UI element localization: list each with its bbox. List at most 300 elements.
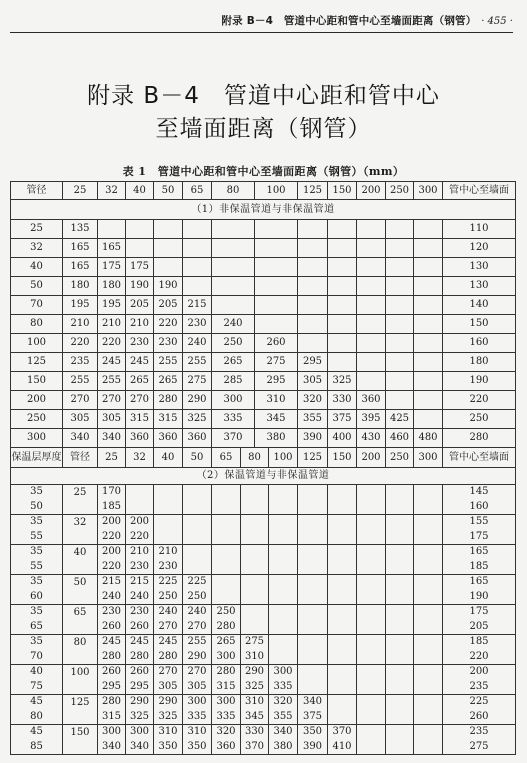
spacing-value-cell: 310 xyxy=(183,725,212,740)
empty-cell xyxy=(328,620,357,635)
table-row xyxy=(11,665,516,680)
insulation-thickness-cell: 50 xyxy=(11,500,63,515)
spacing-value-cell: 325 xyxy=(241,680,269,695)
empty-cell xyxy=(328,665,357,680)
column-header: 管中心至墙面 xyxy=(443,448,516,468)
empty-cell xyxy=(414,635,443,650)
spacing-value-cell: 260 xyxy=(98,620,126,635)
empty-cell xyxy=(241,560,269,575)
empty-cell xyxy=(357,635,386,650)
empty-cell xyxy=(298,635,328,650)
table-row xyxy=(11,353,516,372)
empty-cell xyxy=(328,650,357,665)
spacing-value-cell: 235 xyxy=(63,353,98,372)
wall-distance-cell: 280 xyxy=(443,429,516,448)
spacing-value-cell: 350 xyxy=(298,725,328,740)
table-row xyxy=(11,258,516,277)
spacing-value-cell: 200 xyxy=(126,515,154,530)
empty-cell xyxy=(328,605,357,620)
table-row xyxy=(11,315,516,334)
insulation-thickness-cell: 40 xyxy=(11,665,63,680)
empty-cell xyxy=(212,296,255,315)
spacing-value-cell: 345 xyxy=(241,710,269,725)
spacing-value-cell: 190 xyxy=(126,277,154,296)
spacing-value-cell: 315 xyxy=(98,710,126,725)
empty-cell xyxy=(414,372,443,391)
empty-cell xyxy=(414,590,443,605)
column-header: 250 xyxy=(386,182,414,200)
spacing-value-cell: 355 xyxy=(269,710,298,725)
insulation-thickness-cell: 75 xyxy=(11,680,63,695)
spacing-value-cell: 335 xyxy=(269,680,298,695)
table-row xyxy=(11,277,516,296)
running-header-title: 附录 B－4 管道中心距和管中心至墙面距离（钢管） xyxy=(221,15,472,27)
spacing-value-cell: 315 xyxy=(154,410,183,429)
spacing-value-cell: 280 xyxy=(98,695,126,710)
empty-cell xyxy=(328,315,357,334)
pipe-size-cell: 40 xyxy=(63,545,98,575)
spacing-value-cell: 340 xyxy=(298,695,328,710)
pipe-size-cell: 250 xyxy=(11,410,63,429)
empty-cell xyxy=(126,485,154,500)
empty-cell xyxy=(386,500,414,515)
empty-cell xyxy=(414,391,443,410)
wall-distance-cell: 110 xyxy=(443,220,516,239)
header-row xyxy=(11,448,516,468)
wall-distance-cell: 165 xyxy=(443,545,516,560)
spacing-value-cell: 305 xyxy=(298,372,328,391)
spacing-value-cell: 240 xyxy=(154,605,183,620)
spacing-value-cell: 355 xyxy=(298,410,328,429)
spacing-value-cell: 345 xyxy=(255,410,298,429)
pipe-size-cell: 100 xyxy=(63,665,98,695)
wall-distance-cell: 275 xyxy=(443,740,516,755)
empty-cell xyxy=(414,665,443,680)
insulation-thickness-cell: 35 xyxy=(11,635,63,650)
empty-cell xyxy=(386,575,414,590)
empty-cell xyxy=(328,680,357,695)
empty-cell xyxy=(386,710,414,725)
spacing-value-cell: 295 xyxy=(98,680,126,695)
wall-distance-cell: 140 xyxy=(443,296,516,315)
wall-distance-cell: 205 xyxy=(443,620,516,635)
column-header: 300 xyxy=(414,182,443,200)
spacing-value-cell: 340 xyxy=(269,725,298,740)
spacing-value-cell: 305 xyxy=(98,410,126,429)
empty-cell xyxy=(298,590,328,605)
spacing-value-cell: 340 xyxy=(98,429,126,448)
spacing-value-cell: 335 xyxy=(212,410,255,429)
empty-cell xyxy=(414,220,443,239)
empty-cell xyxy=(414,545,443,560)
column-header: 保温层厚度 xyxy=(11,448,63,468)
empty-cell xyxy=(154,515,183,530)
spacing-value-cell: 275 xyxy=(255,353,298,372)
spacing-value-cell: 360 xyxy=(126,429,154,448)
spacing-value-cell: 260 xyxy=(126,620,154,635)
empty-cell xyxy=(269,515,298,530)
table-body xyxy=(11,485,516,755)
empty-cell xyxy=(212,239,255,258)
spacing-value-cell: 430 xyxy=(357,429,386,448)
wall-distance-cell: 220 xyxy=(443,391,516,410)
column-header: 25 xyxy=(63,182,98,200)
wall-distance-cell: 130 xyxy=(443,258,516,277)
empty-cell xyxy=(154,530,183,545)
spacing-value-cell: 220 xyxy=(98,334,126,353)
pipe-size-cell: 25 xyxy=(63,485,98,515)
insulation-thickness-cell: 35 xyxy=(11,545,63,560)
spacing-value-cell: 270 xyxy=(98,391,126,410)
page-title-line-2: 至墙面距离（钢管） xyxy=(155,116,372,142)
column-header: 80 xyxy=(241,448,269,468)
spacing-value-cell: 170 xyxy=(98,485,126,500)
pipe-size-cell: 125 xyxy=(11,353,63,372)
spacing-value-cell: 215 xyxy=(98,575,126,590)
empty-cell xyxy=(328,695,357,710)
empty-cell xyxy=(298,620,328,635)
column-header: 管中心至墙面 xyxy=(443,182,516,200)
column-header: 32 xyxy=(98,182,126,200)
wall-distance-cell: 220 xyxy=(443,650,516,665)
spacing-value-cell: 310 xyxy=(255,391,298,410)
pipe-size-cell: 65 xyxy=(63,605,98,635)
pipe-size-cell: 200 xyxy=(11,391,63,410)
spacing-value-cell: 290 xyxy=(183,391,212,410)
empty-cell xyxy=(328,334,357,353)
wall-distance-cell: 150 xyxy=(443,315,516,334)
pipe-size-cell: 32 xyxy=(11,239,63,258)
empty-cell xyxy=(328,220,357,239)
spacing-value-cell: 360 xyxy=(183,429,212,448)
spacing-value-cell: 215 xyxy=(183,296,212,315)
spacing-value-cell: 315 xyxy=(212,680,241,695)
empty-cell xyxy=(414,620,443,635)
empty-cell xyxy=(212,575,241,590)
empty-cell xyxy=(357,485,386,500)
spacing-value-cell: 270 xyxy=(183,620,212,635)
wall-distance-cell: 120 xyxy=(443,239,516,258)
spacing-value-cell: 255 xyxy=(98,372,126,391)
column-header: 管径 xyxy=(11,182,63,200)
spacing-value-cell: 375 xyxy=(328,410,357,429)
wall-distance-cell: 185 xyxy=(443,635,516,650)
spacing-value-cell: 210 xyxy=(126,545,154,560)
empty-cell xyxy=(269,605,298,620)
empty-cell xyxy=(386,695,414,710)
spacing-value-cell: 305 xyxy=(154,680,183,695)
spacing-value-cell: 195 xyxy=(98,296,126,315)
empty-cell xyxy=(212,258,255,277)
spacing-value-cell: 225 xyxy=(154,575,183,590)
insulation-thickness-cell: 45 xyxy=(11,725,63,740)
spacing-value-cell: 300 xyxy=(183,695,212,710)
empty-cell xyxy=(357,590,386,605)
empty-cell xyxy=(241,530,269,545)
insulation-thickness-cell: 35 xyxy=(11,575,63,590)
spacing-value-cell: 290 xyxy=(183,650,212,665)
wall-distance-cell: 145 xyxy=(443,485,516,500)
column-header: 125 xyxy=(298,182,328,200)
header-row xyxy=(11,182,516,200)
empty-cell xyxy=(298,258,328,277)
spacing-value-cell: 240 xyxy=(183,334,212,353)
wall-distance-cell: 190 xyxy=(443,590,516,605)
empty-cell xyxy=(328,296,357,315)
empty-cell xyxy=(357,500,386,515)
empty-cell xyxy=(357,277,386,296)
spacing-value-cell: 220 xyxy=(126,530,154,545)
spacing-value-cell: 255 xyxy=(63,372,98,391)
spacing-value-cell: 480 xyxy=(414,429,443,448)
empty-cell xyxy=(386,220,414,239)
empty-cell xyxy=(183,560,212,575)
empty-cell xyxy=(386,530,414,545)
column-header: 32 xyxy=(126,448,154,468)
spacing-value-cell: 310 xyxy=(154,725,183,740)
spacing-value-cell: 250 xyxy=(212,334,255,353)
spacing-value-cell: 210 xyxy=(154,545,183,560)
spacing-value-cell: 340 xyxy=(126,740,154,755)
spacing-value-cell: 265 xyxy=(212,353,255,372)
empty-cell xyxy=(357,530,386,545)
spacing-value-cell: 270 xyxy=(154,665,183,680)
spacing-value-cell: 300 xyxy=(269,665,298,680)
empty-cell xyxy=(357,258,386,277)
empty-cell xyxy=(183,220,212,239)
insulation-thickness-cell: 60 xyxy=(11,590,63,605)
page-title xyxy=(0,80,527,146)
spacing-value-cell: 230 xyxy=(183,315,212,334)
empty-cell xyxy=(183,515,212,530)
spacing-value-cell: 320 xyxy=(298,391,328,410)
spacing-value-cell: 360 xyxy=(212,740,241,755)
spacing-value-cell: 295 xyxy=(126,680,154,695)
empty-cell xyxy=(414,315,443,334)
empty-cell xyxy=(241,575,269,590)
empty-cell xyxy=(357,740,386,755)
empty-cell xyxy=(386,665,414,680)
empty-cell xyxy=(126,239,154,258)
empty-cell xyxy=(357,695,386,710)
table-row xyxy=(11,605,516,620)
pipe-spacing-table xyxy=(10,181,515,755)
empty-cell xyxy=(328,575,357,590)
empty-cell xyxy=(298,485,328,500)
spacing-value-cell: 200 xyxy=(98,545,126,560)
spacing-value-cell: 300 xyxy=(126,725,154,740)
spacing-value-cell: 230 xyxy=(154,560,183,575)
empty-cell xyxy=(255,296,298,315)
spacing-value-cell: 335 xyxy=(183,710,212,725)
empty-cell xyxy=(183,485,212,500)
wall-distance-cell: 235 xyxy=(443,725,516,740)
empty-cell xyxy=(386,372,414,391)
empty-cell xyxy=(212,485,241,500)
empty-cell xyxy=(298,575,328,590)
empty-cell xyxy=(386,605,414,620)
spacing-value-cell: 270 xyxy=(154,620,183,635)
pipe-size-cell: 25 xyxy=(11,220,63,239)
empty-cell xyxy=(269,620,298,635)
spacing-value-cell: 230 xyxy=(126,560,154,575)
empty-cell xyxy=(298,605,328,620)
empty-cell xyxy=(212,220,255,239)
empty-cell xyxy=(328,239,357,258)
empty-cell xyxy=(183,500,212,515)
spacing-value-cell: 230 xyxy=(126,605,154,620)
spacing-value-cell: 370 xyxy=(241,740,269,755)
empty-cell xyxy=(414,515,443,530)
empty-cell xyxy=(212,590,241,605)
empty-cell xyxy=(183,258,212,277)
empty-cell xyxy=(357,725,386,740)
empty-cell xyxy=(357,665,386,680)
spacing-value-cell: 240 xyxy=(126,590,154,605)
spacing-value-cell: 360 xyxy=(357,391,386,410)
pipe-size-cell: 100 xyxy=(11,334,63,353)
empty-cell xyxy=(328,530,357,545)
empty-cell xyxy=(298,530,328,545)
spacing-value-cell: 290 xyxy=(126,695,154,710)
spacing-value-cell: 200 xyxy=(98,515,126,530)
empty-cell xyxy=(255,239,298,258)
spacing-value-cell: 320 xyxy=(212,725,241,740)
empty-cell xyxy=(357,560,386,575)
empty-cell xyxy=(414,650,443,665)
empty-cell xyxy=(357,296,386,315)
empty-cell xyxy=(298,239,328,258)
empty-cell xyxy=(357,620,386,635)
table-row xyxy=(11,695,516,710)
pipe-size-cell: 300 xyxy=(11,429,63,448)
empty-cell xyxy=(298,500,328,515)
empty-cell xyxy=(414,560,443,575)
table-row xyxy=(11,635,516,650)
empty-cell xyxy=(269,500,298,515)
spacing-value-cell: 190 xyxy=(154,277,183,296)
column-header: 65 xyxy=(212,448,241,468)
spacing-value-cell: 390 xyxy=(298,740,328,755)
empty-cell xyxy=(298,220,328,239)
empty-cell xyxy=(126,220,154,239)
empty-cell xyxy=(212,530,241,545)
spacing-value-cell: 410 xyxy=(328,740,357,755)
spacing-value-cell: 220 xyxy=(98,560,126,575)
spacing-value-cell: 280 xyxy=(212,620,241,635)
spacing-value-cell: 270 xyxy=(183,665,212,680)
spacing-value-cell: 230 xyxy=(126,334,154,353)
wall-distance-cell: 160 xyxy=(443,334,516,353)
column-header: 200 xyxy=(357,448,386,468)
spacing-value-cell: 280 xyxy=(212,665,241,680)
empty-cell xyxy=(241,545,269,560)
spacing-value-cell: 275 xyxy=(183,372,212,391)
table-row xyxy=(11,429,516,448)
spacing-value-cell: 280 xyxy=(98,650,126,665)
spacing-value-cell: 230 xyxy=(98,605,126,620)
empty-cell xyxy=(414,575,443,590)
empty-cell xyxy=(298,334,328,353)
spacing-value-cell: 220 xyxy=(98,530,126,545)
spacing-value-cell: 460 xyxy=(386,429,414,448)
empty-cell xyxy=(298,315,328,334)
empty-cell xyxy=(298,665,328,680)
spacing-value-cell: 380 xyxy=(269,740,298,755)
empty-cell xyxy=(357,372,386,391)
empty-cell xyxy=(298,515,328,530)
empty-cell xyxy=(154,220,183,239)
spacing-value-cell: 260 xyxy=(126,665,154,680)
empty-cell xyxy=(269,560,298,575)
spacing-value-cell: 330 xyxy=(241,725,269,740)
spacing-value-cell: 370 xyxy=(212,429,255,448)
empty-cell xyxy=(212,277,255,296)
empty-cell xyxy=(357,575,386,590)
spacing-value-cell: 240 xyxy=(183,605,212,620)
pipe-size-cell: 125 xyxy=(63,695,98,725)
uninsulated-pipe-table xyxy=(10,181,516,448)
insulated-pipe-table xyxy=(10,447,516,755)
table-row xyxy=(11,575,516,590)
empty-cell xyxy=(386,315,414,334)
spacing-value-cell: 175 xyxy=(126,258,154,277)
column-header: 300 xyxy=(414,448,443,468)
empty-cell xyxy=(414,725,443,740)
empty-cell xyxy=(328,545,357,560)
spacing-value-cell: 325 xyxy=(183,410,212,429)
empty-cell xyxy=(298,650,328,665)
empty-cell xyxy=(357,650,386,665)
empty-cell xyxy=(357,680,386,695)
table-row xyxy=(11,410,516,429)
empty-cell xyxy=(255,277,298,296)
column-header: 50 xyxy=(154,182,183,200)
insulation-thickness-cell: 55 xyxy=(11,530,63,545)
empty-cell xyxy=(241,500,269,515)
empty-cell xyxy=(386,296,414,315)
insulation-thickness-cell: 55 xyxy=(11,560,63,575)
empty-cell xyxy=(298,680,328,695)
empty-cell xyxy=(414,353,443,372)
empty-cell xyxy=(414,334,443,353)
spacing-value-cell: 255 xyxy=(183,635,212,650)
spacing-value-cell: 165 xyxy=(63,239,98,258)
spacing-value-cell: 245 xyxy=(126,353,154,372)
spacing-value-cell: 315 xyxy=(126,410,154,429)
empty-cell xyxy=(357,353,386,372)
empty-cell xyxy=(386,560,414,575)
table-row xyxy=(11,220,516,239)
spacing-value-cell: 300 xyxy=(98,725,126,740)
column-header: 200 xyxy=(357,182,386,200)
wall-distance-cell: 165 xyxy=(443,575,516,590)
spacing-value-cell: 245 xyxy=(126,635,154,650)
spacing-value-cell: 265 xyxy=(126,372,154,391)
spacing-value-cell: 320 xyxy=(269,695,298,710)
column-header: 50 xyxy=(183,448,212,468)
empty-cell xyxy=(328,277,357,296)
insulation-thickness-cell: 65 xyxy=(11,620,63,635)
column-header: 125 xyxy=(298,448,328,468)
wall-distance-cell: 235 xyxy=(443,680,516,695)
empty-cell xyxy=(298,545,328,560)
empty-cell xyxy=(255,258,298,277)
empty-cell xyxy=(386,515,414,530)
empty-cell xyxy=(357,334,386,353)
spacing-value-cell: 205 xyxy=(126,296,154,315)
empty-cell xyxy=(212,500,241,515)
